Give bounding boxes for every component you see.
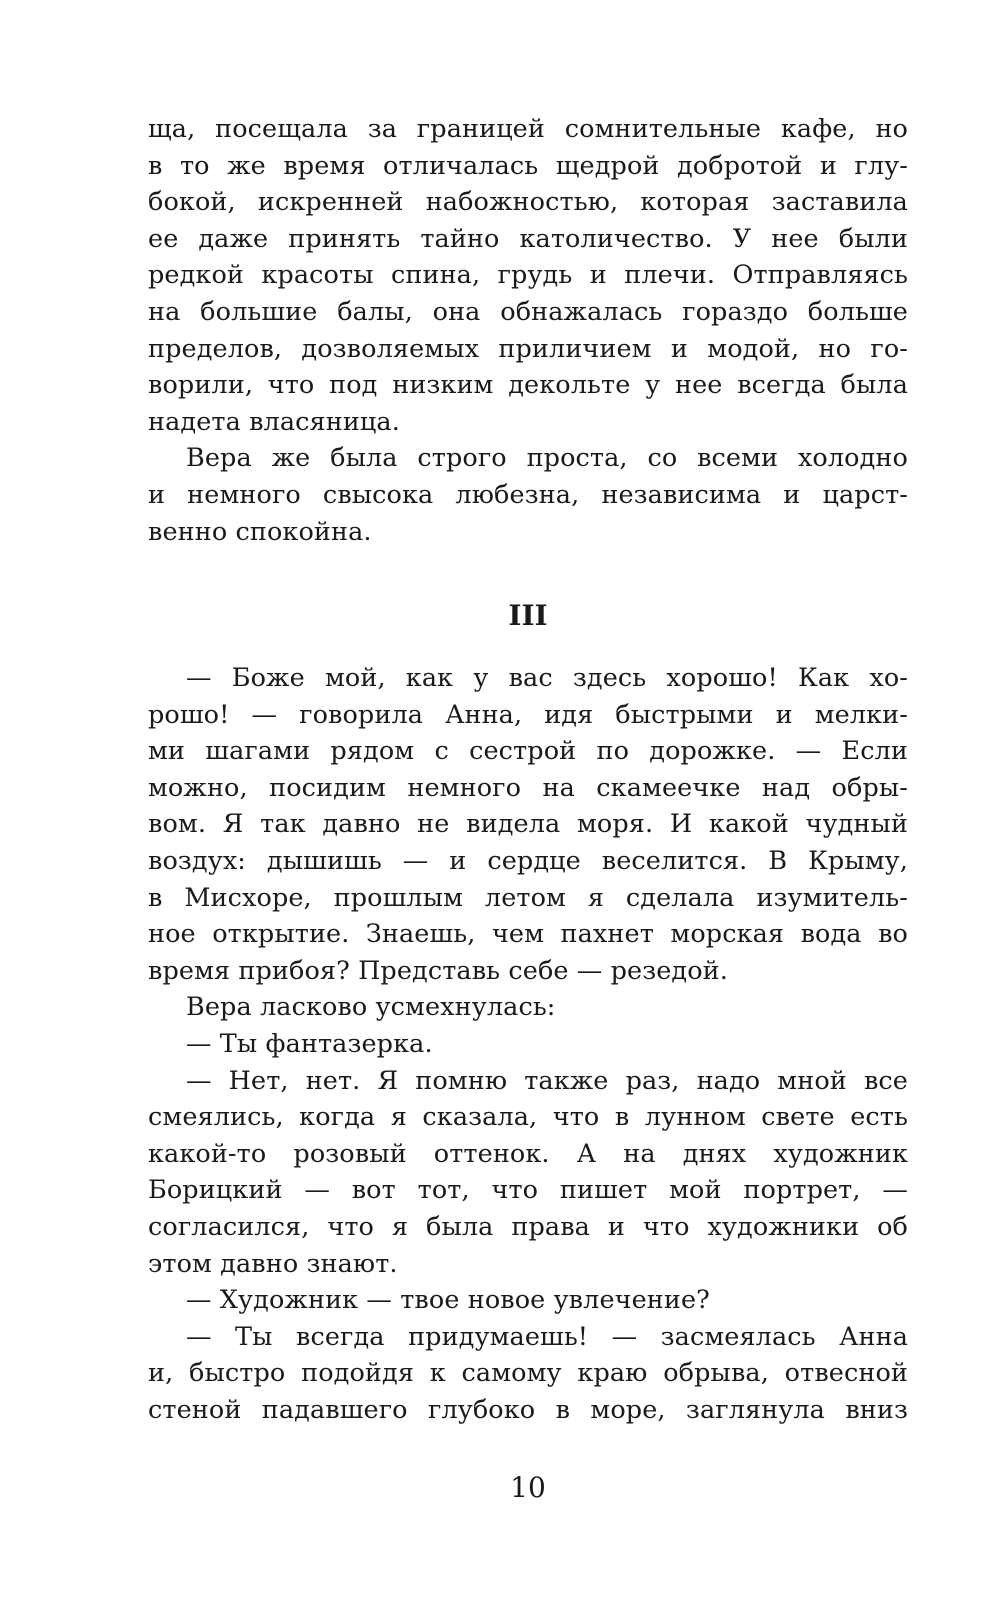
text-line: можно, посидим немного на скамеечке над обры- (148, 772, 908, 803)
text-line: воздух: дышишь — и сердце веселится. В Крыму, (148, 845, 908, 876)
text-line: Вера же была строго проста, со всеми холодно (186, 443, 908, 474)
text-line: рошо! — говорила Анна, идя быстрыми и мелки- (148, 699, 908, 730)
text-line: и, быстро подойдя к самому краю обрыва, отвесной (148, 1358, 908, 1389)
text-line: редкой красоты спина, грудь и плечи. Отправляясь (148, 260, 908, 291)
text-line: стеной падавшего глубоко в море, заглянула вниз (148, 1394, 908, 1425)
text-line: на большие балы, она обнажалась гораздо больше (148, 296, 908, 327)
text-line: ща, посещала за границей сомнительные кафе, но (148, 114, 908, 144)
text-line: — Ты фантазерка. (186, 1028, 433, 1059)
text-line: какой-то розовый оттенок. А на днях художник (148, 1138, 908, 1169)
text-line: в то же время отличалась щедрой добротой и глу- (148, 150, 908, 181)
text-line: надета власяница. (148, 406, 400, 437)
text-line: время прибоя? Представь себе — резедой. (148, 955, 728, 986)
text-line: венно спокойна. (148, 516, 372, 547)
page-number: 10 (510, 1471, 546, 1504)
text-line: ми шагами рядом с сестрой по дорожке. — Если (148, 736, 908, 767)
chapter-heading: III (508, 599, 548, 632)
text-line: в Мисхоре, прошлым летом я сделала изумитель- (148, 882, 908, 913)
text-line: и немного свысока любезна, независима и царст- (148, 479, 908, 510)
text-line: — Боже мой, как у вас здесь хорошо! Как хо- (186, 663, 908, 693)
text-line: вом. Я так давно не видела моря. И какой чудный (148, 809, 908, 840)
text-line: бокой, искренней набожностью, которая заставила (148, 187, 908, 218)
text-line: смеялись, когда я сказала, что в лунном свете есть (148, 1102, 908, 1133)
text-line: — Художник — твое новое увлечение? (186, 1285, 710, 1316)
text-line: — Ты всегда придумаешь! — засмеялась Анна (186, 1321, 908, 1352)
text-line: Борицкий — вот тот, что пишет мой портрет, — (148, 1175, 908, 1206)
text-line: ее даже принять тайно католичество. У нее были (148, 223, 908, 254)
text-line: согласился, что я была права и что художники об (148, 1211, 908, 1242)
text-line: Вера ласково усмехнулась: (186, 992, 556, 1023)
text-line: этом давно знают. (148, 1248, 398, 1279)
text-line: — Нет, нет. Я помню также раз, надо мной все (186, 1065, 908, 1096)
text-block-bottom (148, 660, 908, 1428)
text-line: ное открытие. Знаешь, чем пахнет морская вода во (148, 919, 908, 950)
text-block-top (148, 111, 908, 550)
text-line: ворили, что под низким декольте у нее всегда была (148, 370, 908, 401)
text-line: пределов, дозволяемых приличием и модой, но го- (148, 333, 908, 364)
